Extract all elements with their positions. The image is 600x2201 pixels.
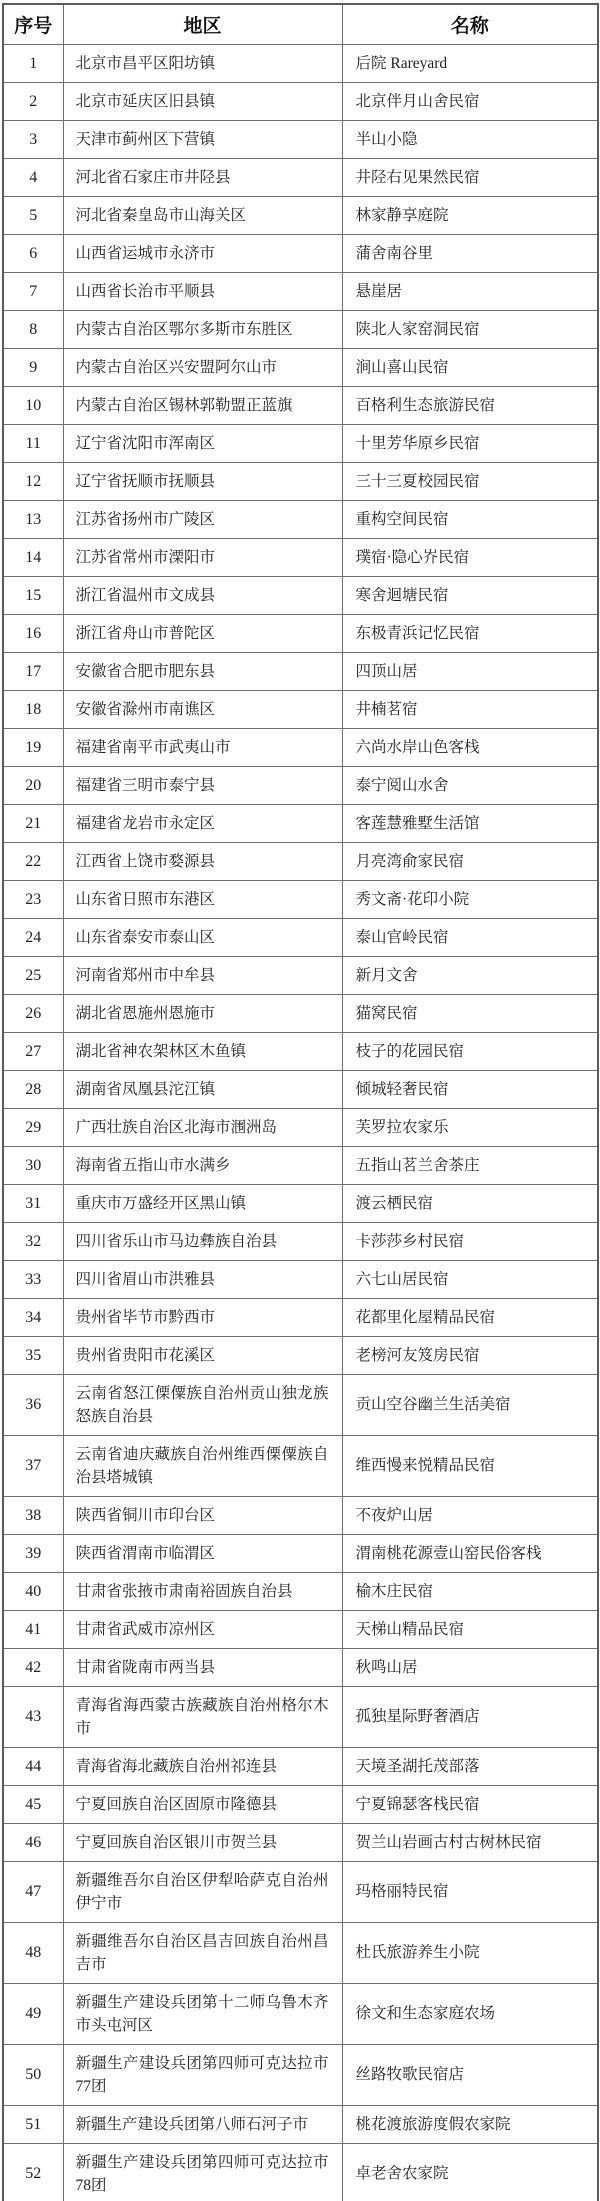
cell-name: 林家静享庭院 [342, 196, 598, 234]
table-row [3, 1648, 598, 1686]
cell-region: 贵州省毕节市黔西市 [63, 1298, 342, 1336]
table-row [3, 1785, 598, 1823]
header-cell-name: 名称 [342, 4, 598, 44]
cell-region: 河北省石家庄市井陉县 [63, 158, 342, 196]
table-row [3, 614, 598, 652]
cell-name: 维西慢来悦精品民宿 [342, 1435, 598, 1496]
cell-index: 18 [3, 690, 63, 728]
cell-region: 宁夏回族自治区固原市隆德县 [63, 1785, 342, 1823]
cell-index: 1 [3, 44, 63, 82]
cell-region: 安徽省滁州市南谯区 [63, 690, 342, 728]
cell-region: 新疆生产建设兵团第四师可克达拉市78团 [63, 2143, 342, 2201]
cell-name: 重构空间民宿 [342, 500, 598, 538]
cell-index: 52 [3, 2143, 63, 2201]
table-row [3, 538, 598, 576]
cell-name: 桃花渡旅游度假农家院 [342, 2105, 598, 2143]
cell-region: 新疆生产建设兵团第四师可克达拉市77团 [63, 2044, 342, 2105]
cell-name: 十里芳华原乡民宿 [342, 424, 598, 462]
table-row [3, 2143, 598, 2201]
cell-name: 天境圣湖托茂部落 [342, 1747, 598, 1785]
table-row [3, 690, 598, 728]
cell-region: 云南省迪庆藏族自治州维西傈僳族自治县塔城镇 [63, 1435, 342, 1496]
cell-index: 26 [3, 994, 63, 1032]
cell-name: 四顶山居 [342, 652, 598, 690]
cell-index: 24 [3, 918, 63, 956]
cell-index: 5 [3, 196, 63, 234]
cell-index: 44 [3, 1747, 63, 1785]
cell-index: 12 [3, 462, 63, 500]
table-row [3, 956, 598, 994]
cell-region: 甘肃省武威市凉州区 [63, 1610, 342, 1648]
table-row [3, 1146, 598, 1184]
header-cell-index: 序号 [3, 4, 63, 44]
cell-name: 宁夏锦瑟客栈民宿 [342, 1785, 598, 1823]
cell-index: 25 [3, 956, 63, 994]
table-body [3, 44, 598, 2201]
cell-index: 6 [3, 234, 63, 272]
cell-name: 徐文和生态家庭农场 [342, 1983, 598, 2044]
cell-region: 陕西省铜川市印台区 [63, 1496, 342, 1534]
cell-name: 秋鸣山居 [342, 1648, 598, 1686]
cell-index: 37 [3, 1435, 63, 1496]
cell-region: 湖北省神农架林区木鱼镇 [63, 1032, 342, 1070]
cell-name: 客莲慧雅墅生活馆 [342, 804, 598, 842]
header-row [3, 4, 598, 44]
cell-name: 百格利生态旅游民宿 [342, 386, 598, 424]
cell-region: 内蒙古自治区锡林郭勒盟正蓝旗 [63, 386, 342, 424]
cell-region: 新疆生产建设兵团第八师石河子市 [63, 2105, 342, 2143]
table-row [3, 2044, 598, 2105]
table-row [3, 918, 598, 956]
cell-index: 51 [3, 2105, 63, 2143]
table-row [3, 880, 598, 918]
table-row [3, 82, 598, 120]
cell-index: 9 [3, 348, 63, 386]
table-row [3, 1534, 598, 1572]
cell-index: 13 [3, 500, 63, 538]
table-row [3, 1861, 598, 1922]
cell-name: 渭南桃花源壹山窑民俗客栈 [342, 1534, 598, 1572]
cell-region: 内蒙古自治区兴安盟阿尔山市 [63, 348, 342, 386]
cell-name: 五指山茗兰舍茶庄 [342, 1146, 598, 1184]
table-row [3, 1070, 598, 1108]
cell-region: 青海省海北藏族自治州祁连县 [63, 1747, 342, 1785]
cell-name: 贡山空谷幽兰生活美宿 [342, 1374, 598, 1435]
cell-index: 32 [3, 1222, 63, 1260]
homestay-list-table [2, 3, 599, 2201]
table-row [3, 728, 598, 766]
cell-name: 玛格丽特民宿 [342, 1861, 598, 1922]
table-row [3, 1922, 598, 1983]
cell-name: 贺兰山岩画古村古树林民宿 [342, 1823, 598, 1861]
cell-index: 34 [3, 1298, 63, 1336]
cell-region: 山西省运城市永济市 [63, 234, 342, 272]
cell-region: 湖南省凤凰县沱江镇 [63, 1070, 342, 1108]
table-row [3, 1496, 598, 1534]
cell-region: 浙江省温州市文成县 [63, 576, 342, 614]
cell-region: 新疆维吾尔自治区昌吉回族自治州昌吉市 [63, 1922, 342, 1983]
cell-region: 河南省郑州市中牟县 [63, 956, 342, 994]
table-row [3, 1184, 598, 1222]
cell-index: 17 [3, 652, 63, 690]
table-row [3, 1983, 598, 2044]
table-row [3, 348, 598, 386]
cell-region: 安徽省合肥市肥东县 [63, 652, 342, 690]
cell-region: 云南省怒江傈僳族自治州贡山独龙族怒族自治县 [63, 1374, 342, 1435]
table-row [3, 500, 598, 538]
table-row [3, 576, 598, 614]
cell-name: 后院 Rareyard [342, 44, 598, 82]
cell-index: 33 [3, 1260, 63, 1298]
table-row [3, 1336, 598, 1374]
table-row [3, 424, 598, 462]
cell-region: 宁夏回族自治区银川市贺兰县 [63, 1823, 342, 1861]
cell-index: 29 [3, 1108, 63, 1146]
cell-name: 榆木庄民宿 [342, 1572, 598, 1610]
cell-region: 山东省日照市东港区 [63, 880, 342, 918]
cell-name: 三十三夏校园民宿 [342, 462, 598, 500]
cell-region: 浙江省舟山市普陀区 [63, 614, 342, 652]
cell-region: 北京市延庆区旧县镇 [63, 82, 342, 120]
cell-index: 40 [3, 1572, 63, 1610]
table-row [3, 842, 598, 880]
cell-region: 湖北省恩施州恩施市 [63, 994, 342, 1032]
cell-region: 江苏省扬州市广陵区 [63, 500, 342, 538]
table-row [3, 1747, 598, 1785]
cell-index: 42 [3, 1648, 63, 1686]
cell-index: 22 [3, 842, 63, 880]
cell-region: 江西省上饶市婺源县 [63, 842, 342, 880]
cell-index: 20 [3, 766, 63, 804]
cell-name: 悬崖居 [342, 272, 598, 310]
cell-name: 月亮湾俞家民宿 [342, 842, 598, 880]
cell-index: 3 [3, 120, 63, 158]
table-row [3, 804, 598, 842]
cell-index: 35 [3, 1336, 63, 1374]
cell-name: 枝子的花园民宿 [342, 1032, 598, 1070]
cell-region: 天津市蓟州区下营镇 [63, 120, 342, 158]
table-row [3, 1298, 598, 1336]
cell-name: 井楠茗宿 [342, 690, 598, 728]
cell-name: 井陉右见果然民宿 [342, 158, 598, 196]
cell-index: 11 [3, 424, 63, 462]
table-row [3, 1435, 598, 1496]
cell-name: 孤独星际野奢酒店 [342, 1686, 598, 1747]
cell-index: 7 [3, 272, 63, 310]
cell-name: 丝路牧歌民宿店 [342, 2044, 598, 2105]
table-row [3, 1032, 598, 1070]
cell-name: 芙罗拉农家乐 [342, 1108, 598, 1146]
cell-index: 48 [3, 1922, 63, 1983]
cell-name: 秀文斋·花印小院 [342, 880, 598, 918]
cell-name: 老榜河友笈房民宿 [342, 1336, 598, 1374]
cell-name: 杜氏旅游养生小院 [342, 1922, 598, 1983]
cell-name: 蒲舍南谷里 [342, 234, 598, 272]
cell-index: 39 [3, 1534, 63, 1572]
table-row [3, 1108, 598, 1146]
cell-name: 泰宁阅山水舍 [342, 766, 598, 804]
cell-index: 21 [3, 804, 63, 842]
table-row [3, 994, 598, 1032]
cell-region: 重庆市万盛经开区黑山镇 [63, 1184, 342, 1222]
cell-index: 16 [3, 614, 63, 652]
table-row [3, 386, 598, 424]
cell-index: 8 [3, 310, 63, 348]
cell-name: 寒舍迴塘民宿 [342, 576, 598, 614]
cell-region: 四川省眉山市洪雅县 [63, 1260, 342, 1298]
cell-index: 38 [3, 1496, 63, 1534]
table-row [3, 1260, 598, 1298]
cell-name: 倾城轻奢民宿 [342, 1070, 598, 1108]
cell-name: 渡云栖民宿 [342, 1184, 598, 1222]
cell-region: 江苏省常州市溧阳市 [63, 538, 342, 576]
table-header [3, 4, 598, 44]
table-row [3, 462, 598, 500]
cell-index: 15 [3, 576, 63, 614]
cell-name: 陕北人家窑洞民宿 [342, 310, 598, 348]
table-row [3, 652, 598, 690]
table-row [3, 1222, 598, 1260]
cell-region: 河北省秦皇岛市山海关区 [63, 196, 342, 234]
table-row [3, 120, 598, 158]
cell-name: 卓老舍农家院 [342, 2143, 598, 2201]
cell-region: 海南省五指山市水满乡 [63, 1146, 342, 1184]
cell-index: 47 [3, 1861, 63, 1922]
cell-index: 10 [3, 386, 63, 424]
cell-region: 辽宁省抚顺市抚顺县 [63, 462, 342, 500]
cell-index: 43 [3, 1686, 63, 1747]
table-row [3, 196, 598, 234]
table-row [3, 158, 598, 196]
table-row [3, 272, 598, 310]
cell-region: 甘肃省陇南市两当县 [63, 1648, 342, 1686]
table-row [3, 1610, 598, 1648]
cell-region: 贵州省贵阳市花溪区 [63, 1336, 342, 1374]
cell-index: 41 [3, 1610, 63, 1648]
cell-name: 不夜炉山居 [342, 1496, 598, 1534]
cell-index: 23 [3, 880, 63, 918]
table-row [3, 1572, 598, 1610]
cell-name: 六尚水岸山色客栈 [342, 728, 598, 766]
cell-region: 福建省南平市武夷山市 [63, 728, 342, 766]
cell-name: 璞宿·隐心岕民宿 [342, 538, 598, 576]
cell-name: 东极青浜记忆民宿 [342, 614, 598, 652]
cell-region: 四川省乐山市马边彝族自治县 [63, 1222, 342, 1260]
cell-name: 天梯山精品民宿 [342, 1610, 598, 1648]
cell-region: 北京市昌平区阳坊镇 [63, 44, 342, 82]
cell-name: 泰山官岭民宿 [342, 918, 598, 956]
cell-index: 27 [3, 1032, 63, 1070]
cell-index: 45 [3, 1785, 63, 1823]
cell-name: 六七山居民宿 [342, 1260, 598, 1298]
cell-index: 30 [3, 1146, 63, 1184]
cell-name: 北京伴月山舍民宿 [342, 82, 598, 120]
cell-index: 19 [3, 728, 63, 766]
cell-region: 福建省龙岩市永定区 [63, 804, 342, 842]
table-row [3, 1823, 598, 1861]
cell-index: 4 [3, 158, 63, 196]
cell-region: 山东省泰安市泰山区 [63, 918, 342, 956]
cell-region: 甘肃省张掖市肃南裕固族自治县 [63, 1572, 342, 1610]
cell-region: 陕西省渭南市临渭区 [63, 1534, 342, 1572]
cell-index: 28 [3, 1070, 63, 1108]
cell-region: 山西省长治市平顺县 [63, 272, 342, 310]
cell-name: 半山小隐 [342, 120, 598, 158]
table-row [3, 2105, 598, 2143]
cell-name: 涧山喜山民宿 [342, 348, 598, 386]
cell-region: 青海省海西蒙古族藏族自治州格尔木市 [63, 1686, 342, 1747]
cell-index: 50 [3, 2044, 63, 2105]
cell-region: 新疆维吾尔自治区伊犁哈萨克自治州伊宁市 [63, 1861, 342, 1922]
cell-index: 49 [3, 1983, 63, 2044]
table-row [3, 44, 598, 82]
cell-region: 新疆生产建设兵团第十二师乌鲁木齐市头屯河区 [63, 1983, 342, 2044]
cell-region: 福建省三明市泰宁县 [63, 766, 342, 804]
cell-region: 广西壮族自治区北海市涠洲岛 [63, 1108, 342, 1146]
cell-name: 花都里化屋精品民宿 [342, 1298, 598, 1336]
cell-name: 卡莎莎乡村民宿 [342, 1222, 598, 1260]
cell-name: 猫窝民宿 [342, 994, 598, 1032]
cell-name: 新月文舍 [342, 956, 598, 994]
cell-index: 2 [3, 82, 63, 120]
header-cell-region: 地区 [63, 4, 342, 44]
cell-index: 31 [3, 1184, 63, 1222]
table-row [3, 766, 598, 804]
cell-region: 辽宁省沈阳市浑南区 [63, 424, 342, 462]
table-row [3, 234, 598, 272]
table-row [3, 1686, 598, 1747]
table-row [3, 310, 598, 348]
cell-region: 内蒙古自治区鄂尔多斯市东胜区 [63, 310, 342, 348]
cell-index: 14 [3, 538, 63, 576]
cell-index: 36 [3, 1374, 63, 1435]
cell-index: 46 [3, 1823, 63, 1861]
table-row [3, 1374, 598, 1435]
